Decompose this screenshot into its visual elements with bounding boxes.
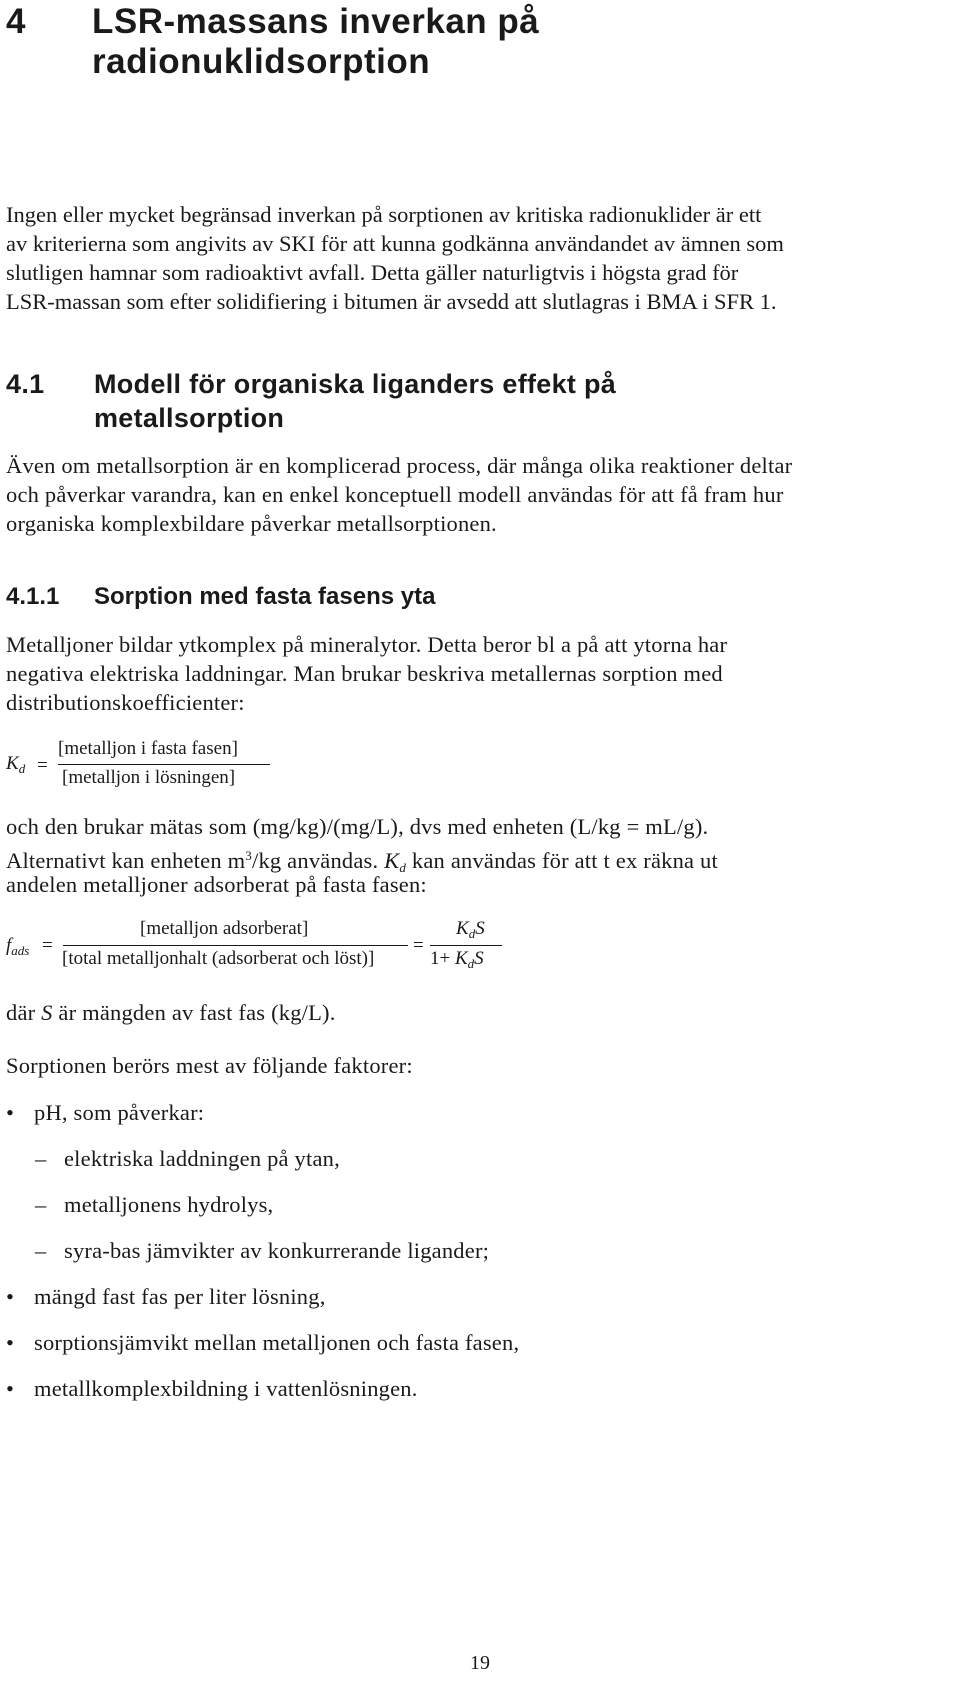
subsection-number: 4.1.1	[6, 583, 60, 610]
list-item-text: metallkomplexbildning i vattenlösningen.	[34, 1376, 418, 1401]
text-line: av kriterierna som angivits av SKI för att kunna godkänna användandet av ämnen som	[6, 231, 784, 256]
fraction-bar	[63, 945, 408, 946]
where-line: där S är mängden av fast fas (kg/L).	[6, 1000, 336, 1025]
bullet-marker: •	[6, 1284, 14, 1309]
eq-numerator: [metalljon i fasta fasen]	[58, 738, 238, 759]
eq-numerator: $K_dS$	[456, 918, 485, 941]
eq-equals: =	[413, 935, 424, 956]
text-line: Alternativt kan enheten $m^3/kg$ användas. $K_d$ kan användas för att t ex räkna ut	[6, 848, 718, 875]
chapter-number: 4	[6, 2, 26, 41]
text-line: och den brukar mätas som (mg/kg)/(mg/L), dvs med enheten (L/kg = mL/g).	[6, 814, 709, 839]
list-item-text: elektriska laddningen på ytan,	[64, 1146, 340, 1171]
eq-denominator: $1+ K_dS$	[430, 948, 484, 971]
factors-intro: Sorptionen berörs mest av följande faktorer:	[6, 1053, 413, 1078]
text-line: Metalljoner bildar ytkomplex på mineralytor. Detta beror bl a på att ytorna har	[6, 632, 728, 657]
page-number: 19	[470, 1652, 490, 1674]
bullet-marker: •	[6, 1100, 14, 1125]
chapter-title-line-1: LSR-massans inverkan på	[92, 2, 540, 41]
list-item-text: syra-bas jämvikter av konkurrerande ligander;	[64, 1238, 490, 1263]
fraction-bar	[430, 945, 502, 946]
chapter-title-line-2: radionuklidsorption	[92, 42, 431, 81]
list-item-text: pH, som påverkar:	[34, 1100, 205, 1125]
dash-marker: –	[35, 1238, 47, 1263]
text-line: Ingen eller mycket begränsad inverkan på sorptionen av kritiska radionuklider är ett	[6, 202, 762, 227]
list-item-text: mängd fast fas per liter lösning,	[34, 1284, 326, 1309]
list-item-text: metalljonens hydrolys,	[64, 1192, 274, 1217]
subsection-title: Sorption med fasta fasens yta	[94, 583, 436, 610]
text-line: distributionskoefficienter:	[6, 690, 245, 715]
eq-lhs-symbol: $f_{ads}$	[6, 935, 30, 958]
list-item-text: sorptionsjämvikt mellan metalljonen och fasta fasen,	[34, 1330, 520, 1355]
section-number: 4.1	[6, 369, 45, 399]
text-line: negativa elektriska laddningar. Man brukar beskriva metallernas sorption med	[6, 661, 723, 686]
eq-equals: =	[42, 935, 53, 956]
eq-lhs-subscript: d	[18, 761, 26, 776]
eq-lhs-symbol: $K_d$	[6, 753, 26, 776]
text-line: andelen metalljoner adsorberat på fasta fasen:	[6, 872, 427, 897]
bullet-marker: •	[6, 1376, 14, 1401]
dash-marker: –	[35, 1146, 47, 1171]
text-line: och påverkar varandra, kan en enkel konceptuell modell användas för att få fram hur	[6, 482, 784, 507]
bullet-marker: •	[6, 1330, 14, 1355]
section-title-line-2: metallsorption	[94, 403, 285, 433]
text-line: Även om metallsorption är en komplicerad process, där många olika reaktioner deltar	[6, 453, 793, 478]
text-line: LSR-massan som efter solidifiering i bitumen är avsedd att slutlagras i BMA i SFR 1.	[6, 289, 777, 314]
eq-numerator: [metalljon adsorberat]	[140, 918, 309, 939]
dash-marker: –	[35, 1192, 47, 1217]
text-line: slutligen hamnar som radioaktivt avfall. Detta gäller naturligtvis i högsta grad för	[6, 260, 739, 285]
fraction-bar	[58, 764, 270, 765]
text-line: organiska komplexbildare påverkar metallsorptionen.	[6, 511, 497, 536]
eq-denominator: [metalljon i lösningen]	[62, 767, 236, 788]
eq-denominator: [total metalljonhalt (adsorberat och löst)]	[62, 948, 375, 969]
section-title-line-1: Modell för organiska liganders effekt på	[94, 369, 617, 399]
eq-equals: =	[37, 755, 48, 776]
